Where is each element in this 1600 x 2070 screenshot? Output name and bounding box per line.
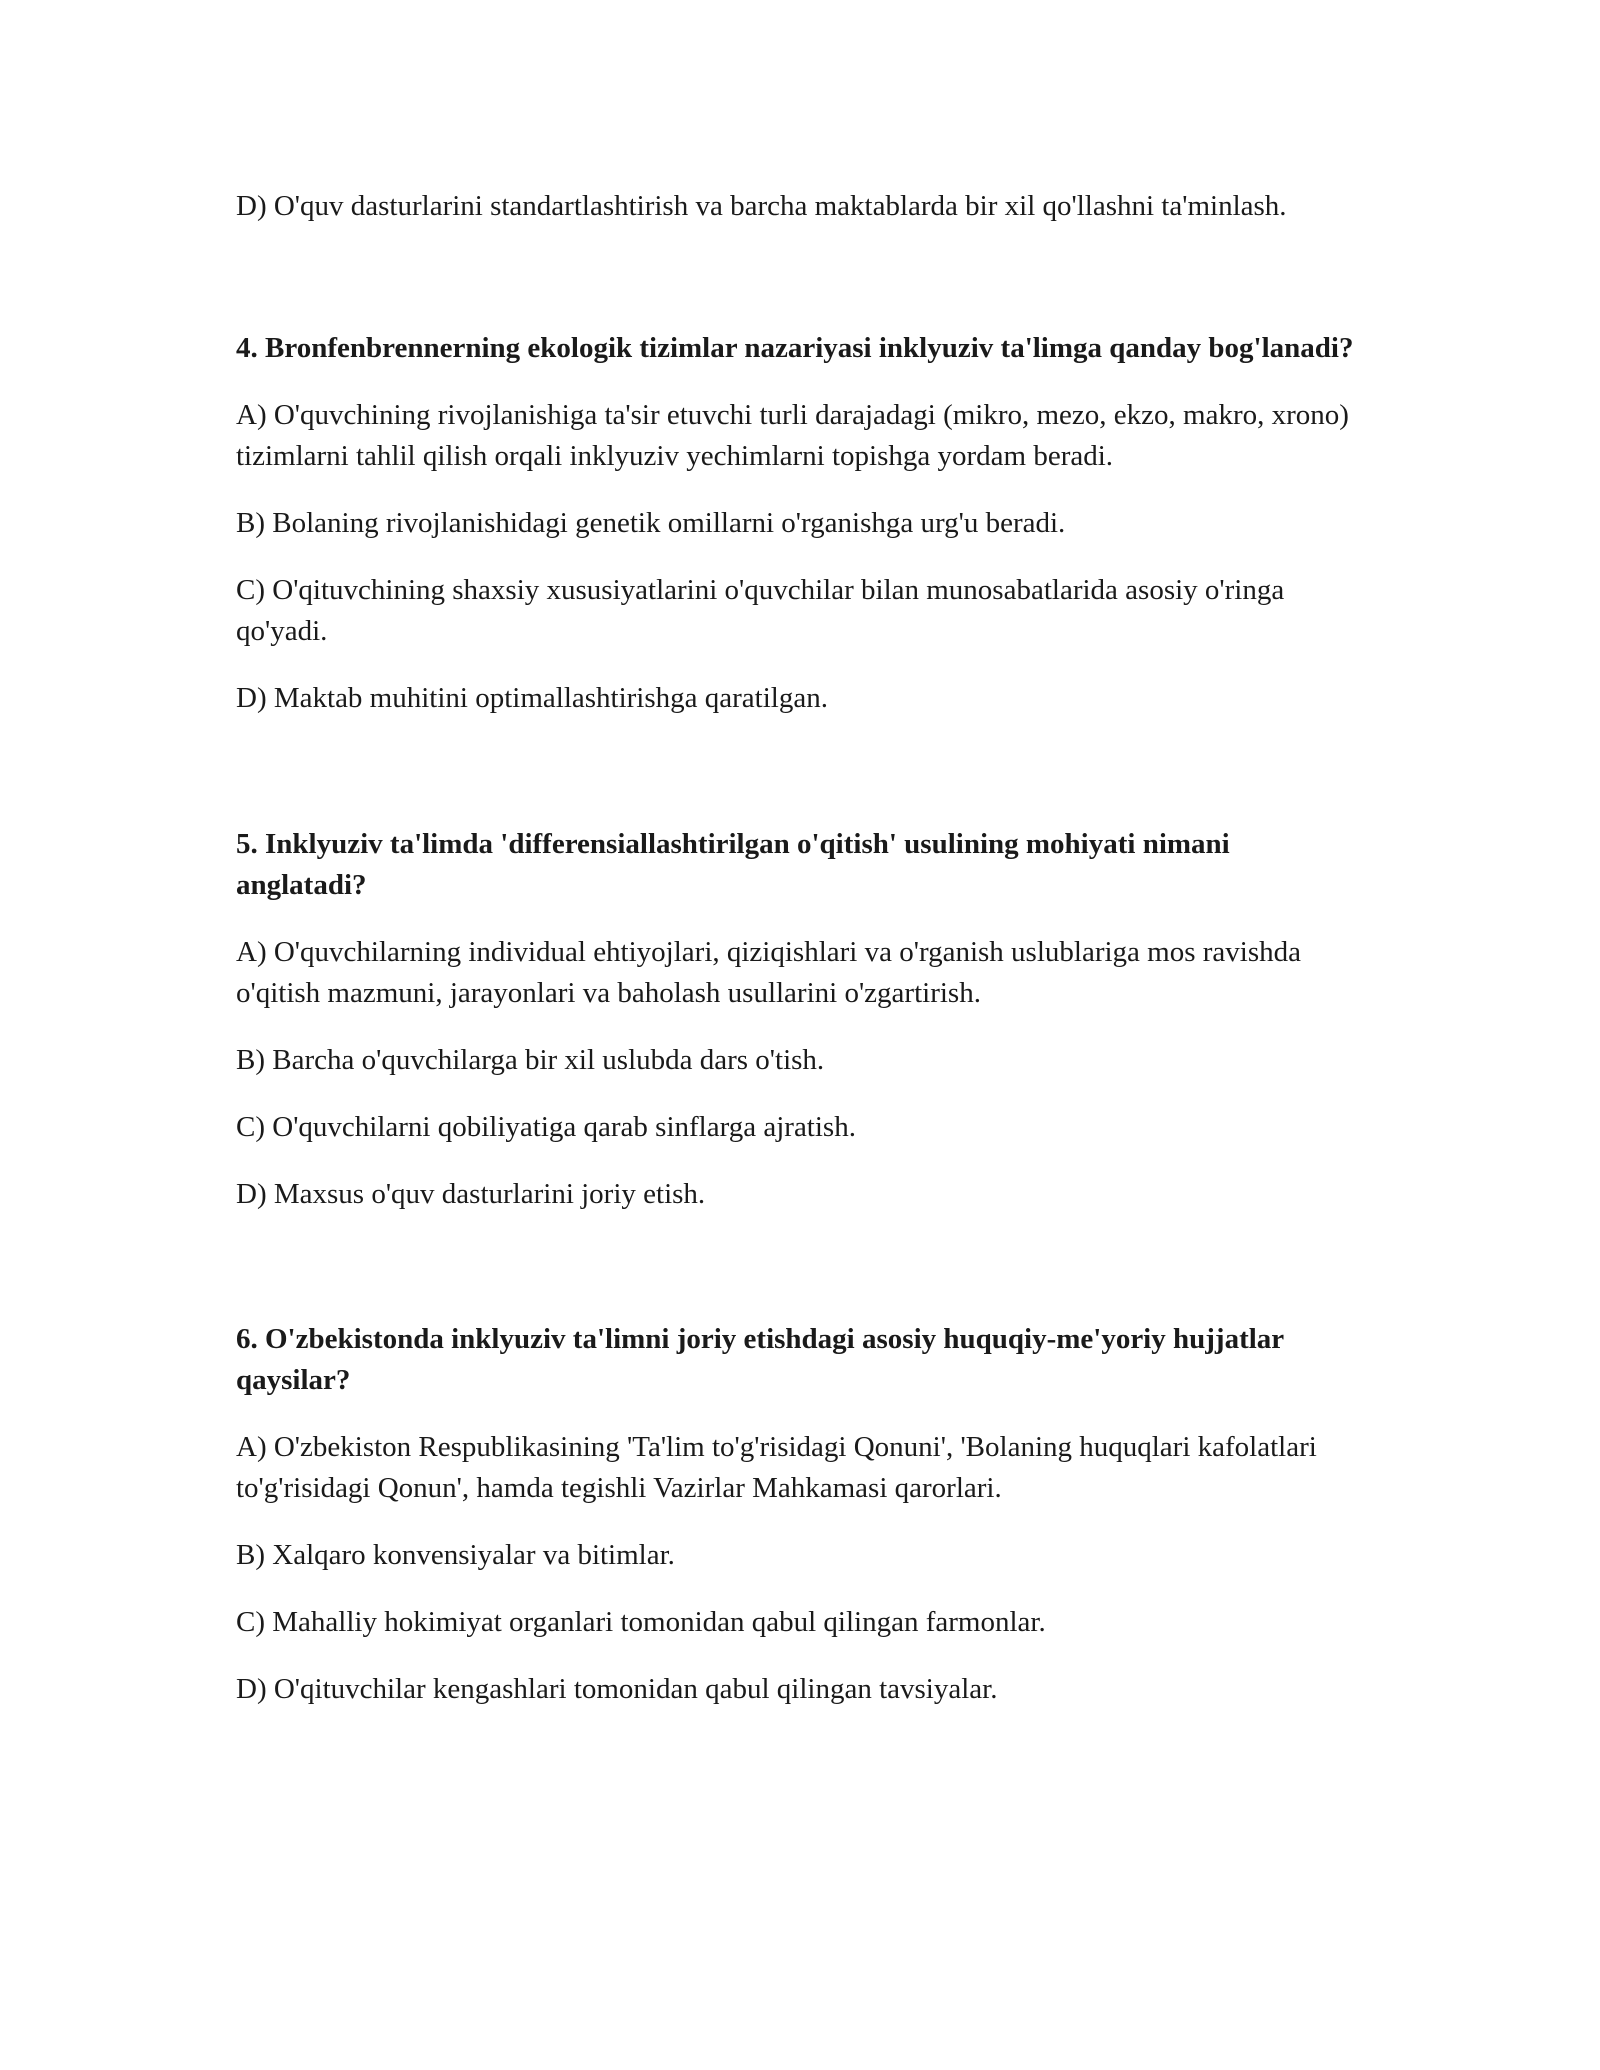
question-4-option-a: A) O'quvchining rivojlanishiga ta'sir etuvchi turli darajadagi (mikro, mezo, ekzo, makro, xrono) tizimlarni tahlil qilish orqali inklyuziv yechimlarni topishga yordam beradi. (236, 399, 1349, 472)
question-4 (236, 328, 1366, 719)
question-6-title: 6. O'zbekistonda inklyuziv ta'limni joriy etishdagi asosiy huquqiy-me'yoriy hujjatlar qaysilar? (236, 1323, 1284, 1396)
question-5 (236, 824, 1366, 1215)
question-4-option-b: B) Bolaning rivojlanishidagi genetik omillarni o'rganishga urg'u beradi. (236, 507, 1066, 539)
question-6-option-b: B) Xalqaro konvensiyalar va bitimlar. (236, 1539, 675, 1571)
question-4-title: 4. Bronfenbrennerning ekologik tizimlar nazariyasi inklyuziv ta'limga qanday bog'lanadi? (236, 332, 1354, 364)
question-4-option-d: D) Maktab muhitini optimallashtirishga qaratilgan. (236, 682, 828, 714)
question-5-option-b: B) Barcha o'quvchilarga bir xil uslubda dars o'tish. (236, 1044, 825, 1076)
question-4-option-c: C) O'qituvchining shaxsiy xususiyatlarini o'quvchilar bilan munosabatlarida asosiy o'ringa qo'yadi. (236, 574, 1285, 647)
question-5-option-c: C) O'quvchilarni qobiliyatiga qarab sinflarga ajratish. (236, 1111, 856, 1143)
question-5-title: 5. Inklyuziv ta'limda 'differensiallashtirilgan o'qitish' usulining mohiyati nimani anglatadi? (236, 828, 1230, 901)
leading-option-d: D) O'quv dasturlarini standartlashtirish va barcha maktablarda bir xil qo'llashni ta'minlash. (236, 190, 1287, 222)
question-5-option-d: D) Maxsus o'quv dasturlarini joriy etish. (236, 1178, 706, 1210)
question-6 (236, 1319, 1366, 1710)
question-5-option-a: A) O'quvchilarning individual ehtiyojlari, qiziqishlari va o'rganish uslublariga mos ravishda o'qitish mazmuni, jarayonlari va baholash usullarini o'zgartirish. (236, 936, 1301, 1009)
document-content (236, 186, 1366, 1736)
question-6-option-d: D) O'qituvchilar kengashlari tomonidan qabul qilingan tavsiyalar. (236, 1673, 998, 1705)
question-6-option-c: C) Mahalliy hokimiyat organlari tomonidan qabul qilingan farmonlar. (236, 1606, 1046, 1638)
question-6-option-a: A) O'zbekiston Respublikasining 'Ta'lim to'g'risidagi Qonuni', 'Bolaning huquqlari kafolatlari to'g'risidagi Qonun', hamda tegishli Vazirlar Mahkamasi qarorlari. (236, 1431, 1317, 1504)
